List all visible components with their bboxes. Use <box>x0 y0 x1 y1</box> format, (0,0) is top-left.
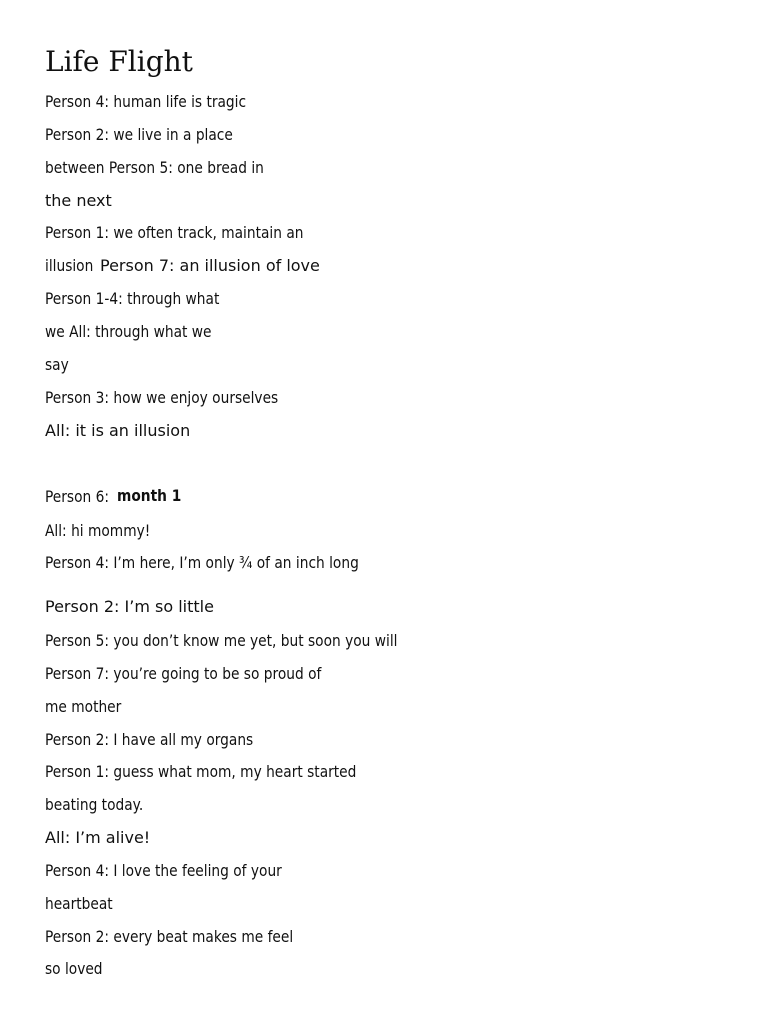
script-line: Person 4: I love the feeling of your <box>45 861 282 880</box>
script-line: Person 1-4: through what <box>45 289 220 308</box>
script-line: Person 2: every beat makes me feel <box>45 927 294 946</box>
script-line: me mother <box>45 697 122 716</box>
script-line: Person 3: how we enjoy ourselves <box>45 388 279 407</box>
script-line: say <box>45 355 69 374</box>
script-line: Person 2: I have all my organs <box>45 730 254 749</box>
script-line: illusion <box>45 256 94 275</box>
script-line: beating today. <box>45 795 144 814</box>
script-line: Person 6: <box>45 487 110 506</box>
script-line: All: hi mommy! <box>45 521 151 540</box>
script-line: Person 4: I’m here, I’m only ¾ of an inch long <box>45 553 359 572</box>
section-heading: month 1 <box>117 486 182 505</box>
script-line: Person 7: you’re going to be so proud of <box>45 664 322 683</box>
script-line: the next <box>45 191 112 210</box>
script-line: Person 5: you don’t know me yet, but soon you will <box>45 631 398 650</box>
script-line: Person 4: human life is tragic <box>45 92 247 111</box>
document-title: Life Flight <box>45 45 193 78</box>
script-line: Person 1: guess what mom, my heart started <box>45 762 357 781</box>
script-line: Person 7: an illusion of love <box>100 256 320 275</box>
script-line: Person 2: I’m so little <box>45 597 214 616</box>
script-line: we All: through what we <box>45 322 212 341</box>
script-line: so loved <box>45 959 103 978</box>
script-line: All: it is an illusion <box>45 421 191 440</box>
script-line: Person 2: we live in a place <box>45 125 233 144</box>
script-line: Person 1: we often track, maintain an <box>45 223 304 242</box>
script-line: between Person 5: one bread in <box>45 158 264 177</box>
script-line: All: I’m alive! <box>45 828 151 847</box>
script-line: heartbeat <box>45 894 113 913</box>
